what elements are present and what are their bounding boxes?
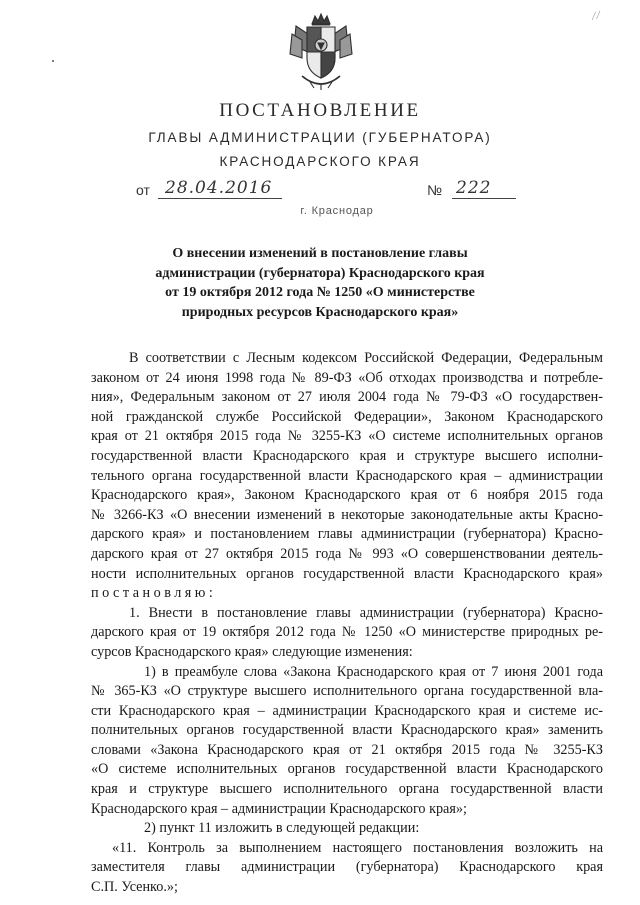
issuer-line-2: КРАСНОДАРСКОГО КРАЯ [219, 154, 421, 169]
body-line: ности исполнительных органов государственной власти Краснодарского края» [91, 565, 603, 582]
issuer-line-1: ГЛАВЫ АДМИНИСТРАЦИИ (ГУБЕРНАТОРА) [148, 130, 492, 145]
body-line-decree-word: постановляю: [91, 585, 217, 602]
date-number-row [0, 178, 640, 204]
body-line: «О системе исполнительных органов государственной власти Краснодарского [91, 761, 603, 778]
body-line: № 3266-КЗ «О внесении изменений в некоторые законодательные акты Красно- [91, 506, 603, 523]
body-line: словами «Закона Краснодарского края от 21 октября 2015 года № 3255-КЗ [91, 741, 603, 758]
document-title [150, 244, 490, 322]
handwritten-number: 222 [456, 178, 492, 198]
body-line: № 365-КЗ «О структуре высшего исполнительного органа государственной вла- [91, 683, 603, 700]
city-name: г. Краснодар [300, 205, 374, 217]
body-line: законом от 24 июня 1998 года № 89-ФЗ «Об отходах производства и потребле- [91, 369, 603, 386]
body-line: С.П. Усенко.»; [91, 879, 178, 896]
number-underline [452, 198, 516, 199]
body-line: тельного органа государственной власти Краснодарского края – администрации [91, 467, 603, 484]
body-line: заместителя главы администрации (губернатора) Краснодарского края [91, 859, 603, 876]
document-body [91, 349, 603, 898]
title-line: администрации (губернатора) Краснодарского края [155, 265, 485, 281]
body-line: сурсов Краснодарского края» следующие изменения: [91, 643, 413, 660]
body-line: дарского края» и постановлением главы администрации (губернатора) Красно- [91, 526, 603, 543]
body-line: 1) в преамбуле слова «Закона Краснодарского края от 7 июня 2001 года [144, 663, 603, 680]
date-underline [158, 198, 282, 199]
handwritten-date: 28.04.2016 [165, 178, 273, 198]
date-label: от [136, 182, 150, 198]
title-line: природных ресурсов Краснодарского края» [181, 304, 459, 320]
body-line: 2) пункт 11 изложить в следующей редакции: [144, 820, 420, 837]
body-line: ния», Федеральным законом от 27 июля 2004 года № 79-ФЗ «О государствен- [91, 389, 603, 406]
body-line: края и структуре высшего исполнительного органа государственной власти [91, 781, 603, 798]
body-line: «11. Контроль за выполнением настоящего постановления возложить на [112, 839, 603, 856]
coat-of-arms-icon [288, 12, 354, 92]
body-line: ной гражданской службе Российской Федерации», Законом Краснодарского [91, 408, 603, 425]
body-line: полнительных органов государственной власти Краснодарского края» заменить [91, 722, 603, 739]
body-line: сти Краснодарского края – администрации Краснодарского края и системе ис- [91, 702, 603, 719]
body-line: Краснодарского края – администрации Краснодарского края»; [91, 800, 467, 817]
title-line: О внесении изменений в постановление главы [172, 246, 468, 261]
body-line: государственной власти Краснодарского края и структуре высшего исполни- [91, 447, 603, 464]
body-line: края от 21 октября 2015 года № 3255-КЗ «О системе исполнительных органов [91, 428, 603, 445]
title-line: от 19 октября 2012 года № 1250 «О министерстве [165, 285, 475, 300]
document-type-heading: ПОСТАНОВЛЕНИЕ [219, 100, 421, 121]
scan-speck [52, 60, 54, 62]
number-label: № [427, 182, 443, 198]
body-line: 1. Внести в постановление главы администрации (губернатора) Красно- [129, 604, 603, 621]
corner-pen-mark: ⁄ ⁄ [591, 9, 601, 23]
body-line: В соответствии с Лесным кодексом Российской Федерации, Федеральным [129, 350, 603, 366]
body-line: Краснодарского края», Законом Краснодарского края от 6 ноября 2015 года [91, 487, 603, 504]
body-line: дарского края от 19 октября 2012 года № 1250 «О министерстве природных ре- [91, 624, 603, 641]
body-line: дарского края от 27 октября 2015 года № 993 «О совершенствовании деятель- [91, 545, 603, 562]
